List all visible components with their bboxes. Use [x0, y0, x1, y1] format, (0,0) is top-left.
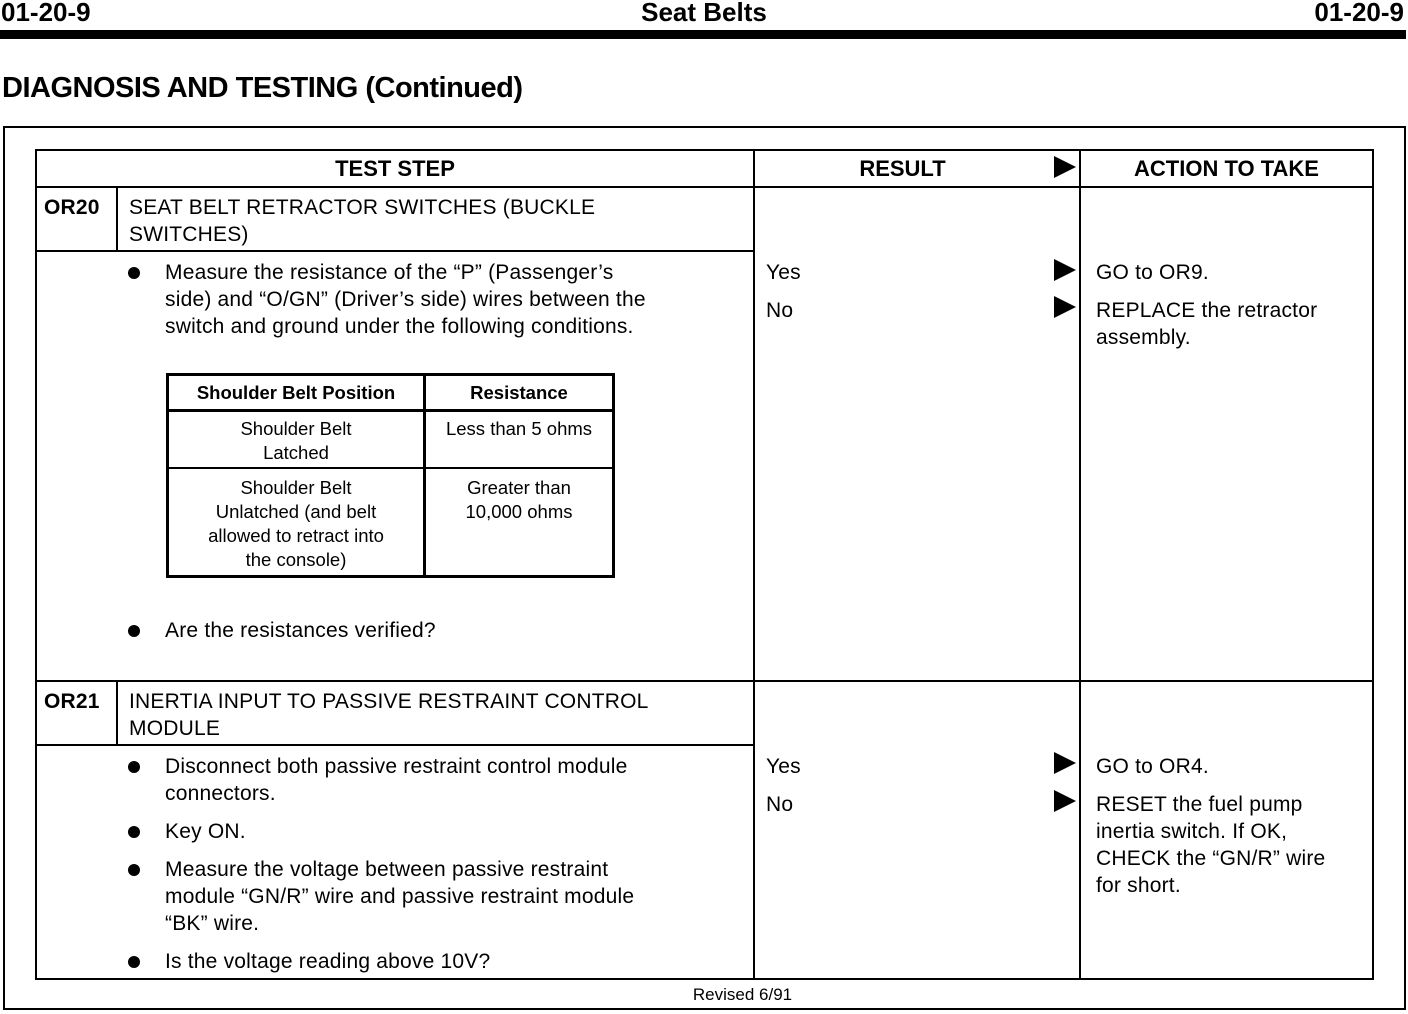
resistance-table	[166, 373, 615, 578]
instruction-line: “BK” wire.	[165, 912, 260, 935]
page-number-right: 01-20-9	[1314, 0, 1404, 27]
section-title: DIAGNOSIS AND TESTING (Continued)	[2, 72, 523, 104]
action-line: CHECK the “GN/R” wire	[1096, 847, 1326, 870]
action-line: inertia switch. If OK,	[1096, 820, 1288, 843]
result-no: No	[766, 299, 794, 322]
arrow-right-icon	[1054, 790, 1076, 812]
column-header-action: ACTION TO TAKE	[1134, 156, 1319, 181]
instruction-line: Key ON.	[165, 820, 246, 843]
instruction-line: side) and “O/GN” (Driver’s side) wires between the	[165, 288, 646, 311]
action-line: for short.	[1096, 874, 1181, 897]
step-title-line: INERTIA INPUT TO PASSIVE RESTRAINT CONTROL	[129, 690, 649, 713]
arrow-right-icon	[1054, 259, 1076, 281]
header-rule	[0, 30, 1406, 39]
page-number-left: 01-20-9	[1, 0, 91, 27]
step-code: OR20	[44, 196, 100, 219]
action-line: REPLACE the retractor	[1096, 299, 1318, 322]
table-cell: Unlatched (and belt	[215, 501, 377, 522]
instruction-line: Disconnect both passive restraint control module	[165, 755, 628, 778]
table-cell: 10,000 ohms	[465, 501, 573, 522]
table-cell: Shoulder Belt	[240, 418, 352, 439]
arrow-right-icon	[1054, 296, 1076, 318]
table-cell: Shoulder Belt	[240, 477, 352, 498]
question-line: Is the voltage reading above 10V?	[165, 950, 491, 973]
instruction-line: connectors.	[165, 782, 276, 805]
step-title-line: SWITCHES)	[129, 223, 249, 246]
table-header-position: Shoulder Belt Position	[196, 382, 396, 403]
table-cell: the console)	[245, 549, 347, 570]
action-line: GO to OR9.	[1096, 261, 1209, 284]
column-header-test-step: TEST STEP	[335, 156, 455, 181]
instruction-line: Measure the voltage between passive restraint	[165, 858, 609, 881]
table-cell: allowed to retract into	[208, 525, 384, 546]
bullet-icon	[128, 956, 140, 968]
result-yes: Yes	[766, 261, 801, 284]
arrow-right-icon	[1054, 752, 1076, 774]
result-no: No	[766, 793, 794, 816]
instruction-line: Measure the resistance of the “P” (Passenger’s	[165, 261, 614, 284]
revision-footer: Revised 6/91	[692, 985, 793, 1004]
table-cell: Less than 5 ohms	[445, 418, 593, 439]
step-code: OR21	[44, 690, 100, 713]
table-cell: Greater than	[467, 477, 571, 498]
instruction-line: module “GN/R” wire and passive restraint module	[165, 885, 635, 908]
question-line: Are the resistances verified?	[165, 619, 436, 642]
step-title-line: MODULE	[129, 717, 221, 740]
result-yes: Yes	[766, 755, 801, 778]
instruction-line: switch and ground under the following conditions.	[165, 315, 634, 338]
result-arrow-icon	[1054, 156, 1076, 178]
page-topic: Seat Belts	[641, 0, 767, 27]
table-header-resistance: Resistance	[470, 382, 568, 403]
step-title-line: SEAT BELT RETRACTOR SWITCHES (BUCKLE	[129, 196, 596, 219]
bullet-icon	[128, 625, 140, 637]
column-header-result: RESULT	[859, 156, 946, 181]
table-cell: Latched	[263, 442, 329, 463]
action-line: GO to OR4.	[1096, 755, 1209, 778]
bullet-icon	[128, 864, 140, 876]
bullet-icon	[128, 761, 140, 773]
action-line: assembly.	[1096, 326, 1191, 349]
action-line: RESET the fuel pump	[1096, 793, 1303, 816]
bullet-icon	[128, 267, 140, 279]
bullet-icon	[128, 826, 140, 838]
